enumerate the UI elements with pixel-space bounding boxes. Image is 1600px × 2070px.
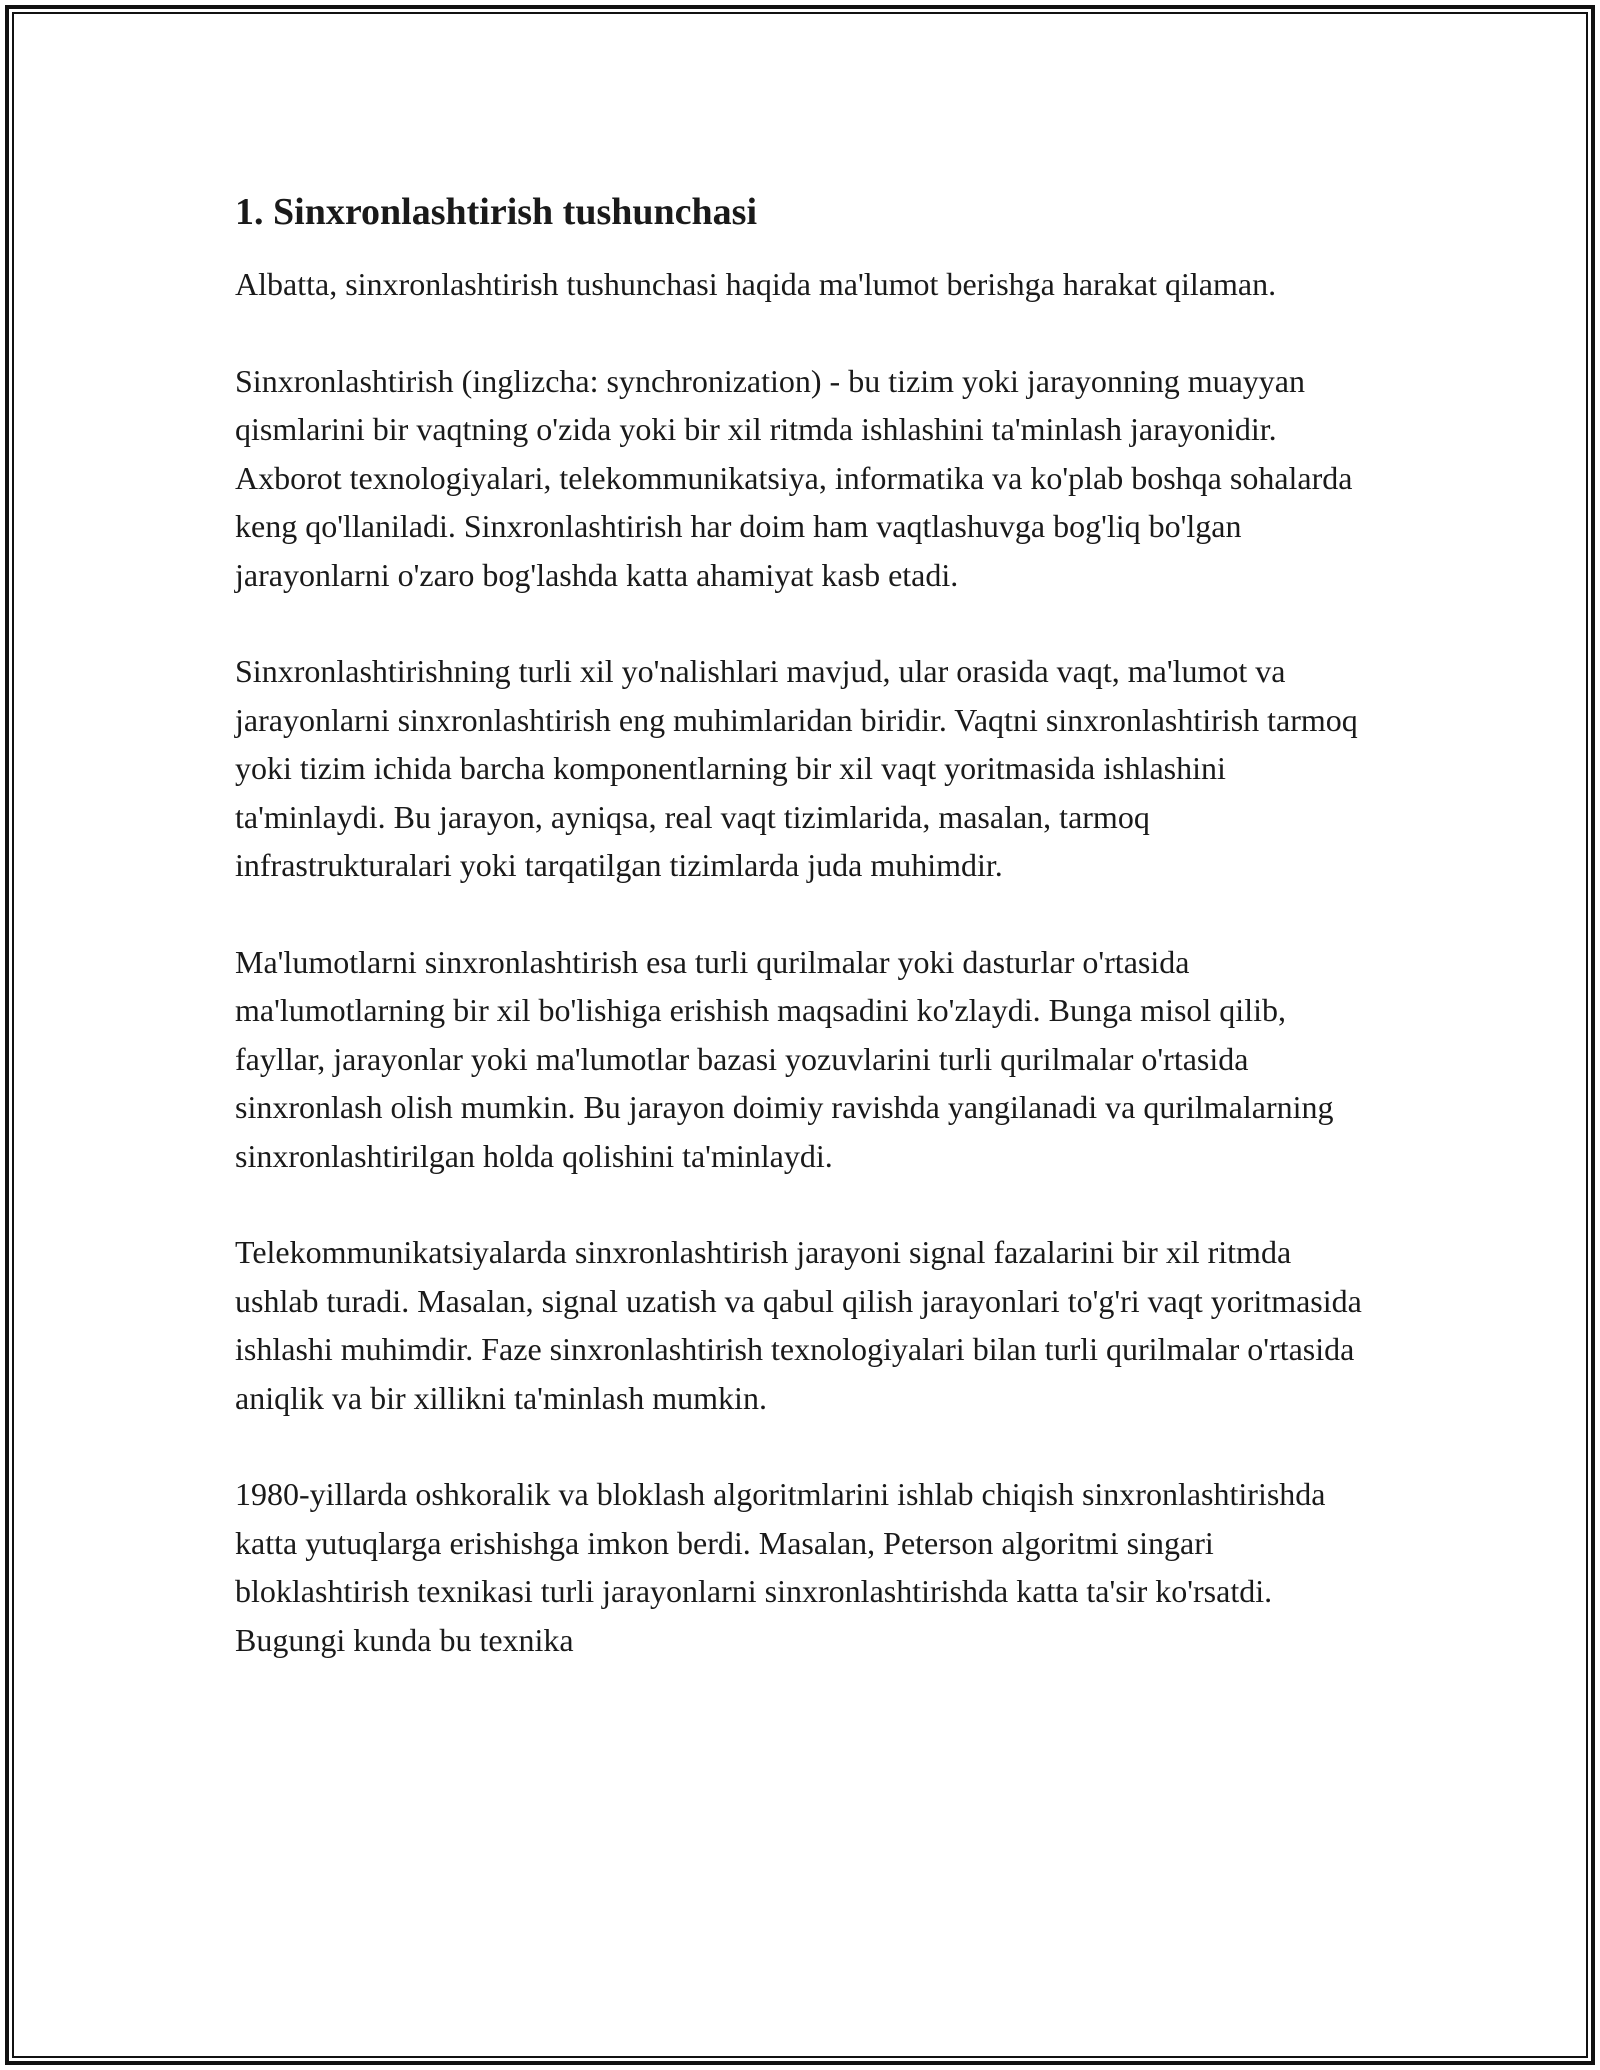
paragraph-history: 1980-yillarda oshkoralik va bloklash algoritmlarini ishlab chiqish sinxronlashtirishda katta yutuqlarga erishishga imkon berdi. Masalan, Peterson algoritmi singari bloklashtirish texnikasi turli jarayonlarni sinxronlashtirishda katta ta'sir ko'rsatdi. Bugungi kunda bu texnika	[235, 1476, 1326, 1658]
section-heading: 1. Sinxronlashtirish tushunchasi	[235, 191, 757, 233]
paragraph-directions: Sinxronlashtirishning turli xil yo'nalishlari mavjud, ular orasida vaqt, ma'lumot va jarayonlarni sinxronlashtirish eng muhimlaridan biridir. Vaqtni sinxronlashtirish tarmoq yoki tizim ichida barcha komponentlarning bir xil vaqt yoritmasida ishlashini ta'minlaydi. Bu jarayon, ayniqsa, real vaqt tizimlarida, masalan, tarmoq infrastrukturalari yoki tarqatilgan tizimlarda juda muhimdir.	[235, 653, 1358, 883]
paragraph-intro: Albatta, sinxronlashtirish tushunchasi haqida ma'lumot berishga harakat qilaman.	[235, 266, 1277, 302]
paragraph-telecom: Telekommunikatsiyalarda sinxronlashtirish jarayoni signal fazalarini bir xil ritmda ushlab turadi. Masalan, signal uzatish va qabul qilish jarayonlari to'g'ri vaqt yoritmasida ishlashi muhimdir. Faze sinxronlashtirish texnologiyalari bilan turli qurilmalar o'rtasida aniqlik va bir xillikni ta'minlash mumkin.	[235, 1234, 1362, 1416]
document-body	[235, 184, 1365, 1712]
paragraph-data-sync: Ma'lumotlarni sinxronlashtirish esa turli qurilmalar yoki dasturlar o'rtasida ma'lumotlarning bir xil bo'lishiga erishish maqsadini ko'zlaydi. Bunga misol qilib, fayllar, jarayonlar yoki ma'lumotlar bazasi yozuvlarini turli qurilmalar o'rtasida sinxronlash olish mumkin. Bu jarayon doimiy ravishda yangilanadi va qurilmalarning sinxronlashtirilgan holda qolishini ta'minlaydi.	[235, 943, 1334, 1174]
paragraph-definition: Sinxronlashtirish (inglizcha: synchronization) - bu tizim yoki jarayonning muayyan qismlarini bir vaqtning o'zida yoki bir xil ritmda ishlashini ta'minlash jarayonidir. Axborot texnologiyalari, telekommunikatsiya, informatika va ko'plab boshqa sohalarda keng qo'llaniladi. Sinxronlashtirish har doim ham vaqtlashuvga bog'liq bo'lgan jarayonlarni o'zaro bog'lashda katta ahamiyat kasb etadi.	[235, 362, 1353, 593]
